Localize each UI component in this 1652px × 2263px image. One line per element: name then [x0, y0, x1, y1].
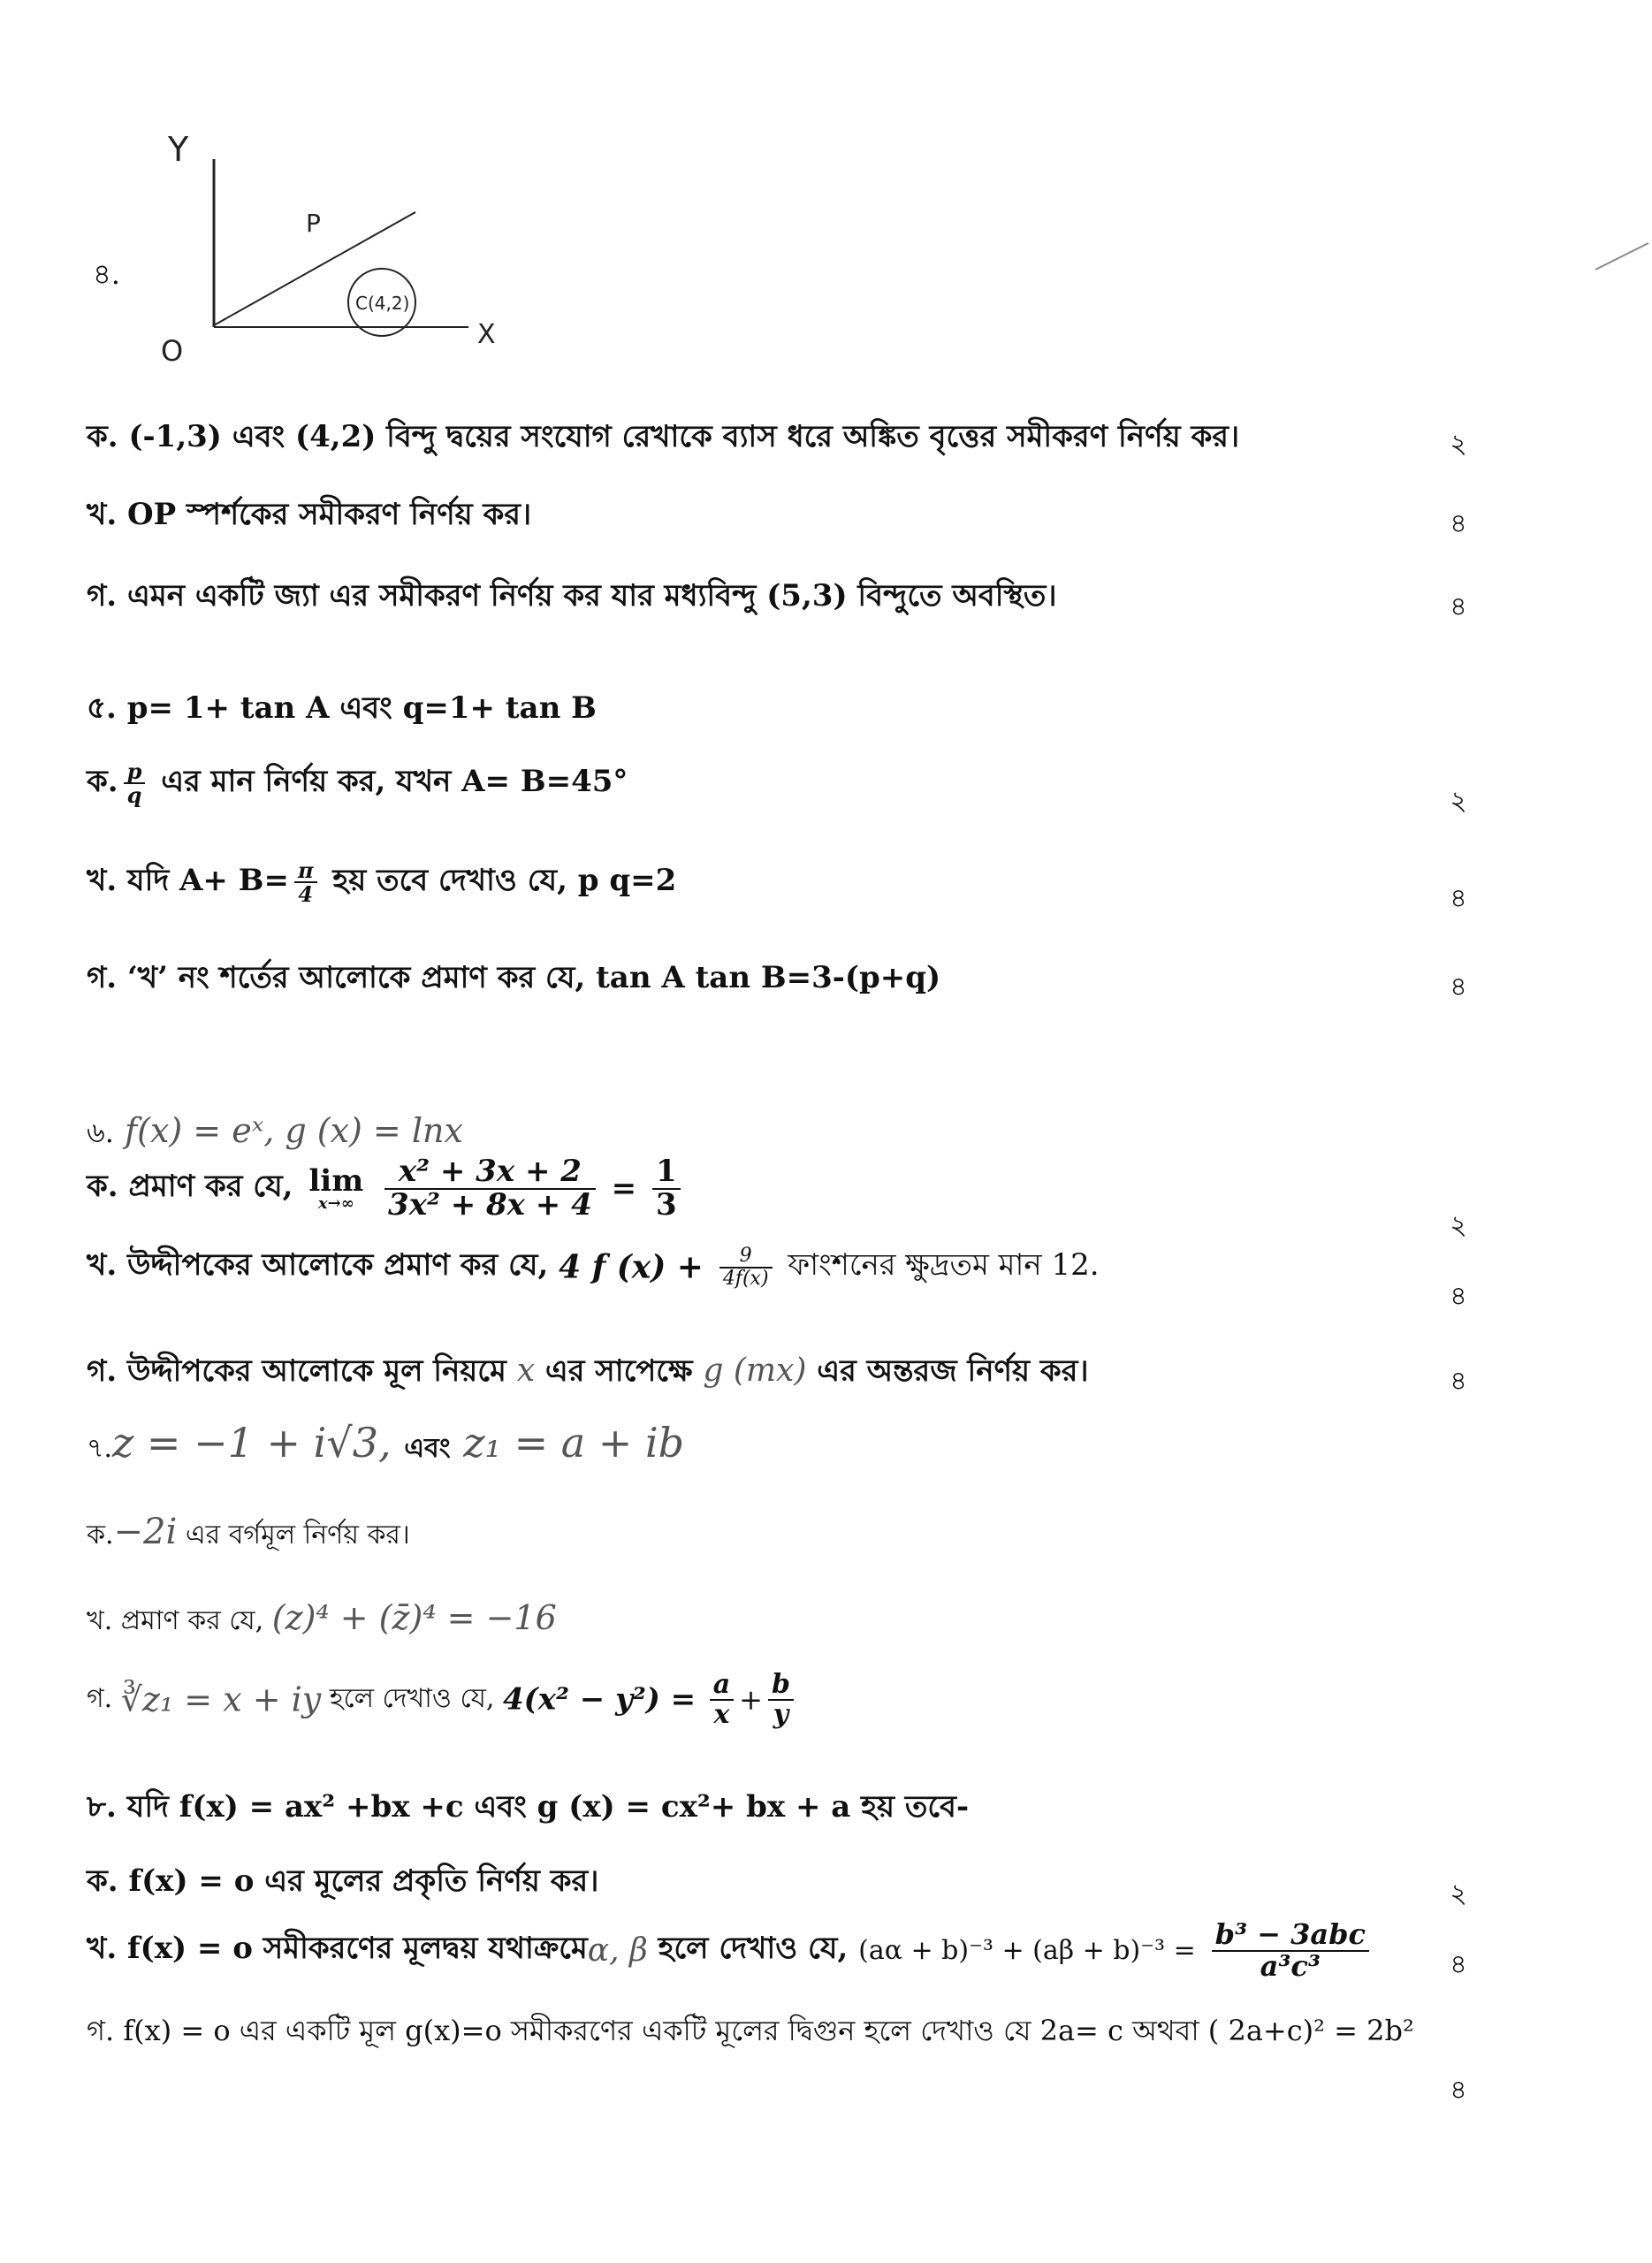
x-axis-label: X	[477, 319, 496, 350]
q6-c-prefix: গ. উদ্দীপকের আলোকে মূল নিয়মে	[87, 1353, 506, 1389]
q4-part-c-mark: ৪	[1450, 591, 1467, 622]
q8-b-prefix: খ. f(x) = o সমীকরণের মূলদ্বয় যথাক্রমে	[87, 1931, 588, 1967]
q5-stem: ৫. p= 1+ tan A এবং q=1+ tan B	[87, 690, 597, 726]
q6-c-mid: এর সাপেক্ষে	[544, 1353, 693, 1389]
q5-a-text: এর মান নির্ণয় কর, যখন A= B=45°	[161, 764, 628, 799]
q5-a-fraction: $\frac{p}{q}$	[124, 760, 146, 806]
q6-b-fraction: $\frac{9}{4f(x)}$	[719, 1246, 773, 1288]
q8-part-a: ক. f(x) = o এর মূলের প্রকৃতি নির্ণয় কর।	[87, 1863, 599, 1899]
q6-part-b	[87, 1242, 1100, 1292]
y-axis-label: Y	[168, 133, 189, 169]
q5-part-c: গ. ‘খ’ নং শর্তের আলোকে প্রমাণ কর যে, tan A tan B=3-(p+q)	[87, 960, 941, 995]
q8-b-roots: α, β	[587, 1932, 648, 1970]
q7-stem-math: z = −1 + i√3,	[112, 1419, 392, 1467]
q8-part-c-mark: ৪	[1450, 2075, 1467, 2106]
q7-stem-num: ৭.	[87, 1433, 113, 1464]
q5-part-a-mark: ২	[1450, 786, 1467, 817]
q7-stem-and: এবং	[404, 1433, 451, 1464]
q6-stem-num: ৬.	[87, 1116, 114, 1149]
center-label: C(4,2)	[355, 293, 410, 314]
q5-part-b	[87, 857, 676, 908]
q7-stem-math2: z₁ = a + ib	[463, 1419, 685, 1467]
q4-diagram	[150, 133, 521, 362]
q5-part-a	[87, 758, 628, 809]
q8-part-b	[87, 1917, 1374, 1983]
q7-c-math: ∛z₁ = x + iy	[120, 1680, 322, 1719]
q6-a-rhs: $\frac{1}{3}$	[652, 1156, 681, 1221]
q6-c-func: g (mx)	[703, 1352, 807, 1389]
q7-c-lhs: 4(x² − y²) =	[503, 1681, 697, 1718]
q6-stem-math: f(x) = eˣ, g (x) = lnx	[125, 1111, 463, 1150]
q7-c-mid: হলে দেখাও যে,	[329, 1683, 495, 1714]
q4-part-a-mark: ২	[1450, 429, 1467, 460]
q6-part-a-mark: ২	[1450, 1210, 1467, 1241]
q6-b-expr: 4 f (x) +	[559, 1248, 704, 1286]
q6-a-limit: lim x→∞	[308, 1162, 364, 1213]
q6-part-c-mark: ৪	[1450, 1366, 1467, 1397]
q7-c-frac2: $\frac{b}{y}$	[768, 1671, 794, 1728]
q8-b-mid: হলে দেখাও যে,	[658, 1931, 849, 1967]
q5-a-prefix: ক.	[87, 764, 118, 799]
q8-part-a-mark: ২	[1450, 1878, 1467, 1909]
q8-part-b-mark: ৪	[1450, 1949, 1467, 1980]
q6-part-b-mark: ৪	[1450, 1281, 1467, 1312]
q6-b-prefix: খ. উদ্দীপকের আলোকে প্রমাণ কর যে,	[87, 1247, 549, 1283]
q8-stem: ৮. যদি f(x) = ax² +bx +c এবং g (x) = cx²+ bx + a হয় তবে-	[87, 1789, 970, 1825]
q4-number: ৪.	[93, 257, 120, 291]
q6-part-a: ক. প্রমাণ কর যে, lim x→∞ $\frac{\text{x² + 3x + 2}}{\text{3x² + 8x + 4}}$ = $\frac{1}{3}$	[87, 1156, 686, 1221]
q7-part-c	[87, 1671, 799, 1728]
q6-a-prefix: ক. প্রমাণ কর যে,	[87, 1169, 293, 1205]
q8-b-fraction: $\frac{\text{b³ − 3abc}}{\text{a³c³}}$	[1212, 1920, 1369, 1981]
q7-b-math: (z)⁴ + (z̄)⁴ = −16	[271, 1598, 557, 1637]
q4-part-c: গ. এমন একটি জ্যা এর সমীকরণ নির্ণয় কর যার মধ্যবিন্দু (5,3) বিন্দুতে অবস্থিত।	[87, 578, 1057, 613]
q7-part-a	[87, 1512, 410, 1558]
q6-stem	[87, 1110, 463, 1158]
q7-part-b	[87, 1598, 557, 1644]
q6-c-suffix: এর অন্তরজ নির্ণয় কর।	[817, 1353, 1089, 1389]
q8-b-lhs: (aα + b)⁻³ + (aβ + b)⁻³ =	[858, 1935, 1196, 1967]
q4-part-b-mark: ৪	[1450, 508, 1467, 539]
q6-c-var: x	[516, 1352, 535, 1389]
q4-part-b: খ. OP স্পর্শকের সমীকরণ নির্ণয় কর।	[87, 497, 532, 532]
q5-b-fraction: $\frac{\pi}{4}$	[294, 859, 317, 905]
q7-a-prefix: ক.	[87, 1520, 114, 1551]
q5-part-b-mark: ৪	[1450, 883, 1467, 914]
q8-part-c: গ. f(x) = o এর একটি মূল g(x)=o সমীকরণের একটি মূলের দ্বিগুন হলে দেখাও যে 2a= c অথবা ( 2a+c)² = 2b²	[87, 2014, 1414, 2047]
q7-c-plus: +	[739, 1682, 763, 1717]
q5-b-text: হয় তবে দেখাও যে, p q=2	[332, 863, 677, 898]
q7-c-prefix: গ.	[87, 1683, 113, 1714]
q5-part-c-mark: ৪	[1450, 971, 1467, 1002]
origin-label: O	[161, 334, 184, 362]
q7-c-frac1: $\frac{a}{x}$	[710, 1671, 734, 1728]
q6-b-suffix: ফাংশনের ক্ষুদ্রতম মান 12.	[788, 1247, 1100, 1283]
q5-b-prefix: খ. যদি A+ B=	[87, 863, 289, 898]
q7-a-math: −2i	[113, 1512, 178, 1552]
q4-part-a: ক. (-1,3) এবং (4,2) বিন্দু দ্বয়ের সংযোগ রেখাকে ব্যাস ধরে অঙ্কিত বৃত্তের সমীকরণ নির্ণয় কর।	[87, 419, 1240, 454]
q7-a-suffix: এর বর্গমূল নির্ণয় কর।	[185, 1520, 410, 1551]
point-p-label: P	[306, 209, 321, 238]
q7-b-prefix: খ. প্রমাণ কর যে,	[87, 1605, 264, 1636]
q6-a-fraction: $\frac{\text{x² + 3x + 2}}{\text{3x² + 8x + 4}}$	[384, 1156, 596, 1221]
stray-mark	[1591, 239, 1652, 274]
q7-stem	[87, 1419, 684, 1472]
q6-part-c	[87, 1348, 1089, 1398]
